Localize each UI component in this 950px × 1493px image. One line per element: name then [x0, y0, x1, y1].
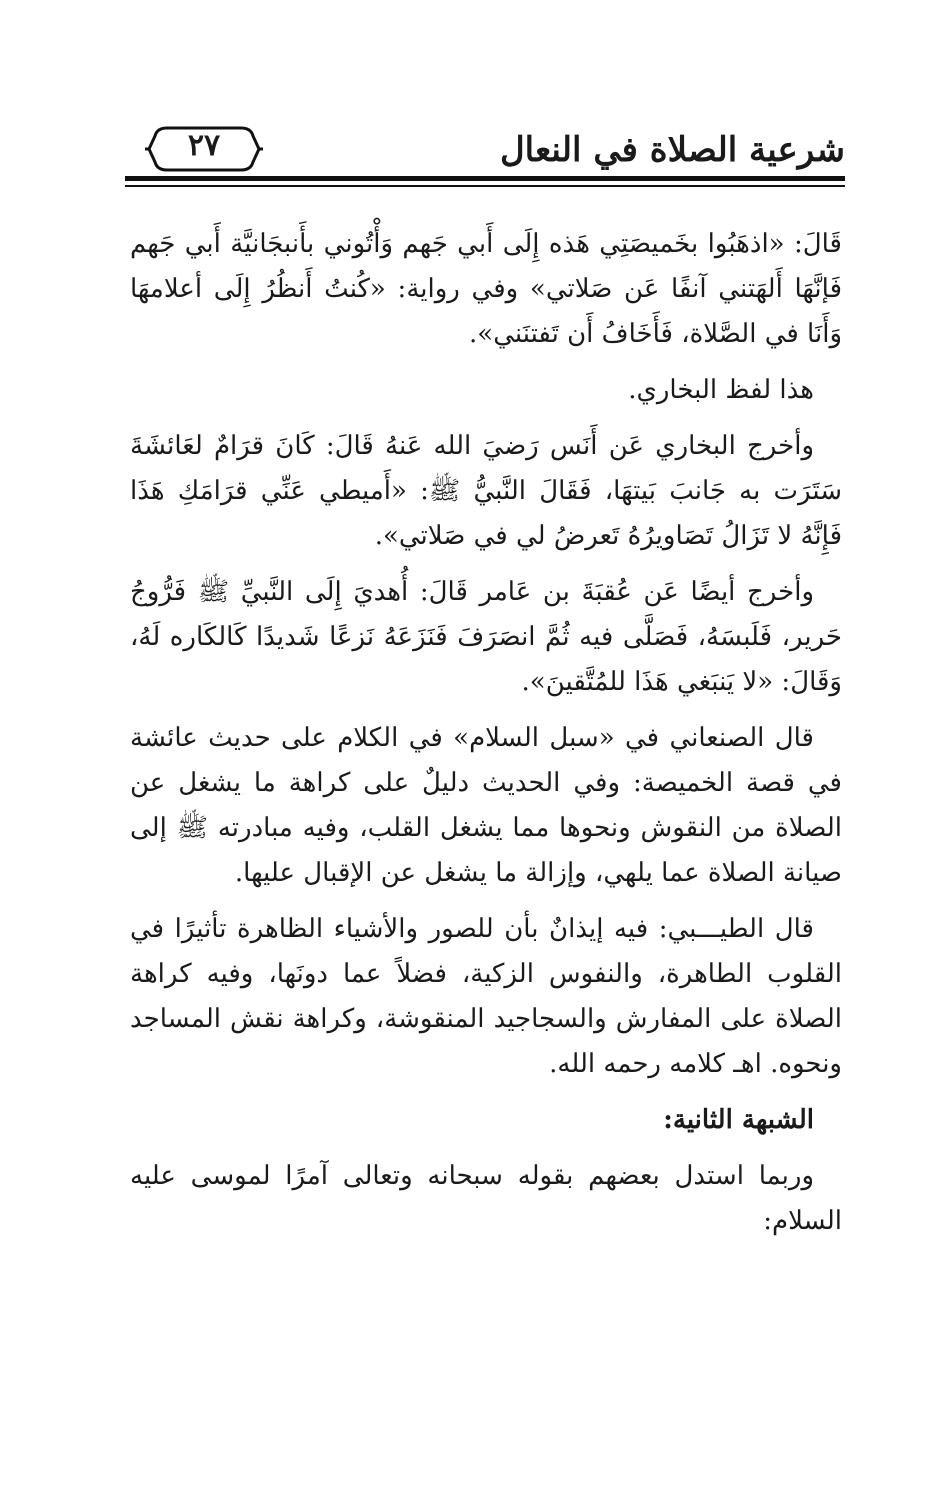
section-heading: الشبهة الثانية:: [663, 1105, 814, 1135]
paragraph: قال الصنعاني في «سبل السلام» في الكلام على حديث عائشة في قصة الخميصة: وفي الحديث دليلٌ على كراهة ما يشغل عن الصلاة من النقوش ونحوها مما يشغل القلب، وفيه مبادرته ﷺ إلى صيانة الصلاة عما يلهي، وإزالة ما يشغل عن الإقبال عليها.: [130, 723, 842, 888]
paragraph: هذا لفظ البخاري.: [628, 375, 814, 405]
header-rule-thick: [125, 176, 845, 181]
paragraph: وأخرج أيضًا عَن عُقبَةَ بن عَامر قَالَ: أُهديَ إِلَى النَّبيِّ ﷺ فَرُّوجُ حَرير، فَلَبسَهُ، فَصَلَّى فيه ثُمَّ انصَرَفَ فَنَزَعَهُ نَزعًا شَديدًا كَالكَاره لَهُ، وَقَالَ: «لا يَنبَغي هَذَا للمُتَّقينَ».: [130, 577, 842, 697]
page-number-badge: [145, 124, 263, 174]
paragraph: قَالَ: «اذهَبُوا بخَميصَتِي هَذه إِلَى أَبي جَهم وَأْتُوني بأَنبجَانيَّة أَبي جَهم فَإنَّهَا أَلهَتني آنفًا عَن صَلاتي» وفي رواية: «كُنتُ أَنظُرُ إِلَى أعلامهَا وَأَنَا في الصَّلاة، فَأَخَافُ أَن تَفتنَني».: [130, 229, 842, 349]
header-rule-thin: [125, 185, 845, 187]
paragraph: وأخرج البخاري عَن أَنَس رَضيَ الله عَنهُ قَالَ: كَانَ قرَامٌ لعَائشَةَ سَتَرَت به جَانبَ بَيتهَا، فَقَالَ النَّبيُّ ﷺ: «أَميطي عَنِّي قرَامَكِ هَذَا فَإِنَّهُ لا تَزَالُ تَصَاويرُهُ تَعرضُ لي في صَلاتي».: [130, 431, 842, 551]
paragraph: قال الطيـــبي: فيه إيذانٌ بأن للصور والأشياء الظاهرة تأثيرًا في القلوب الطاهرة، والنفوس الزكية، فضلاً عما دونَها، وفيه كراهة الصلاة على المفارش والسجاجيد المنقوشة، وكراهة نقش المساجد ونحوه. اهـ كلامه رحمه الله.: [130, 914, 842, 1079]
page-number: ٢٧: [187, 128, 221, 163]
running-title: شرعية الصلاة في النعال: [499, 130, 845, 170]
body-text: [130, 222, 842, 1255]
paragraph: وربما استدل بعضهم بقوله سبحانه وتعالى آمرًا لموسى عليه السلام:: [130, 1161, 842, 1236]
